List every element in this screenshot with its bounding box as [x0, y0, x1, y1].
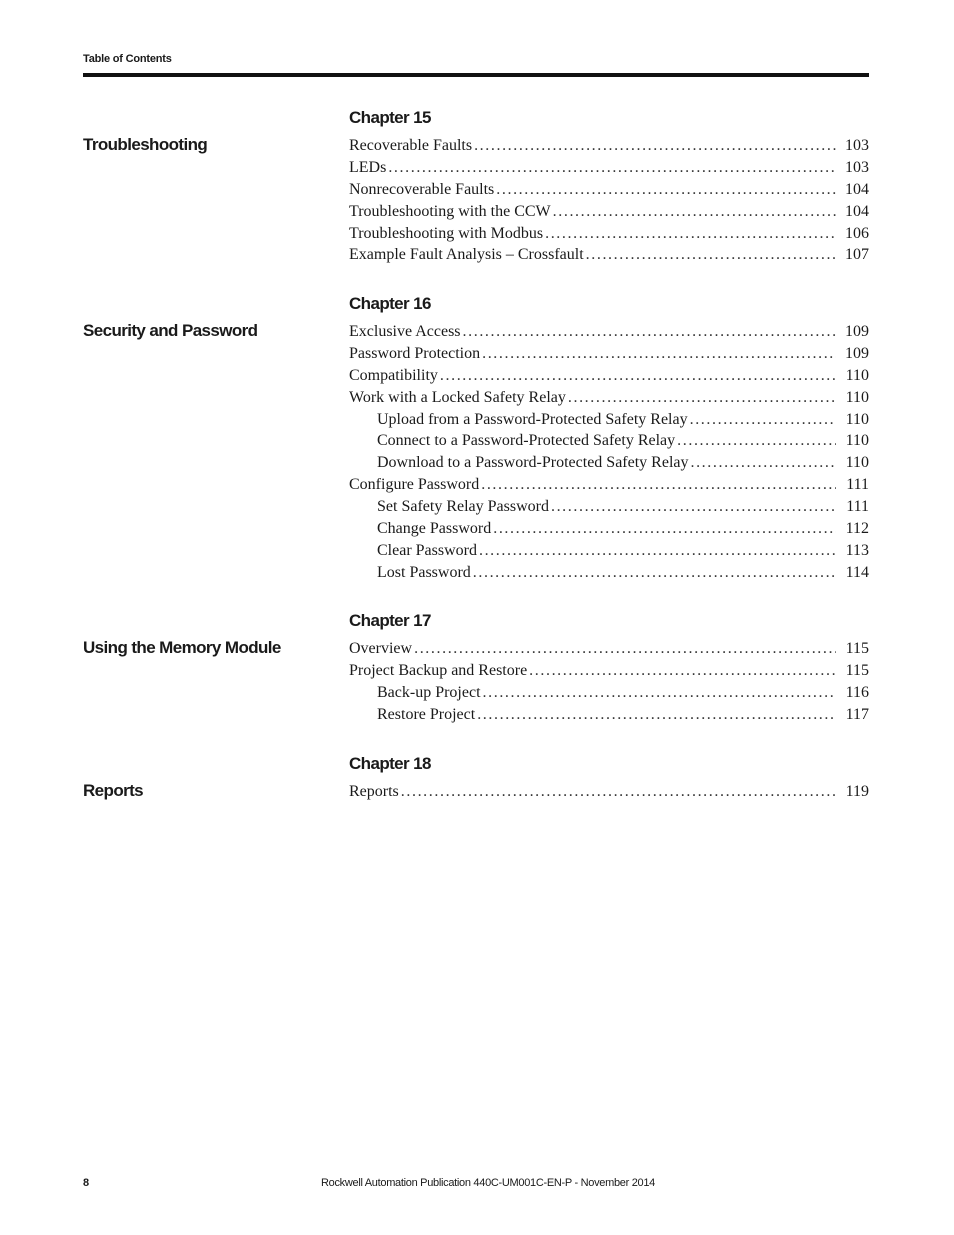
toc-entry-label: Reports	[349, 783, 399, 800]
toc-entry-label: Exclusive Access	[349, 323, 461, 340]
dot-leader	[496, 180, 836, 200]
toc-entry-page: 110	[845, 454, 869, 472]
chapter-title[interactable]: Using the Memory Module	[83, 638, 281, 657]
toc-entry[interactable]	[349, 661, 869, 683]
toc-entry-list	[349, 136, 869, 267]
dot-leader	[482, 344, 836, 364]
dot-leader	[440, 366, 836, 386]
chapter-number: Chapter 17	[349, 611, 431, 630]
toc-subentry[interactable]	[349, 563, 869, 585]
footer-publication: Rockwell Automation Publication 440C-UM001C-EN-P - November 2014	[321, 1177, 655, 1189]
toc-entry[interactable]	[349, 202, 869, 224]
dot-leader	[545, 224, 836, 244]
toc-entry[interactable]	[349, 224, 869, 246]
toc-entry-label: Clear Password	[377, 541, 477, 559]
toc-subentry[interactable]	[349, 431, 869, 453]
dot-leader	[529, 661, 836, 681]
toc-entry-page: 103	[845, 158, 869, 176]
toc-entry[interactable]	[349, 245, 869, 267]
toc-entry[interactable]	[349, 782, 869, 804]
dot-leader	[586, 245, 836, 265]
toc-subentry[interactable]	[349, 705, 869, 727]
dot-leader	[477, 705, 836, 725]
toc-entry-list	[349, 782, 869, 804]
toc-entry-label: Example Fault Analysis – Crossfault	[349, 246, 584, 264]
toc-entry-page: 104	[845, 180, 869, 198]
toc-entry[interactable]	[349, 639, 869, 661]
toc-entry-label: Recoverable Faults	[349, 137, 473, 154]
footer-page-number: 8	[83, 1177, 90, 1189]
toc-entry-label: Troubleshooting with Modbus	[349, 224, 544, 242]
dot-leader	[483, 683, 836, 703]
toc-entry-page: 115	[845, 661, 869, 679]
toc-entry-page: 113	[845, 541, 869, 559]
toc-entry-list	[349, 639, 869, 727]
toc-entry-label: Nonrecoverable Faults	[349, 180, 495, 198]
dot-leader	[551, 497, 836, 517]
dot-leader	[690, 410, 836, 430]
toc-entry-page: 115	[845, 640, 869, 657]
toc-entry-page: 119	[845, 783, 869, 800]
toc-entry-label: Password Protection	[349, 344, 481, 362]
toc-entry-page: 107	[845, 246, 869, 264]
toc-subentry[interactable]	[349, 453, 869, 475]
toc-subentry[interactable]	[349, 410, 869, 432]
toc-entry-label: Connect to a Password-Protected Safety Relay	[377, 432, 676, 450]
chapter-title[interactable]: Reports	[83, 781, 144, 800]
dot-leader	[473, 563, 836, 583]
toc-entry-label: Work with a Locked Safety Relay	[349, 388, 566, 406]
toc-entry-label: Upload from a Password-Protected Safety Relay	[377, 410, 688, 428]
toc-entry-label: Troubleshooting with the CCW	[349, 202, 551, 220]
chapter-number: Chapter 16	[349, 294, 431, 313]
toc-entry-label: Restore Project	[377, 705, 476, 723]
dot-leader	[553, 202, 836, 222]
chapter-number: Chapter 15	[349, 108, 431, 127]
toc-entry-page: 111	[846, 498, 869, 516]
dot-leader	[474, 136, 836, 156]
toc-entry-page: 110	[845, 410, 869, 428]
toc-entry[interactable]	[349, 136, 869, 158]
toc-entry[interactable]	[349, 475, 869, 497]
toc-entry-label: Lost Password	[377, 563, 471, 581]
dot-leader	[479, 541, 836, 561]
dot-leader	[690, 453, 836, 473]
dot-leader	[388, 158, 836, 178]
toc-entry-label: Compatibility	[349, 366, 438, 384]
toc-subentry[interactable]	[349, 541, 869, 563]
toc-entry-label: Project Backup and Restore	[349, 661, 528, 679]
dot-leader	[414, 639, 836, 659]
toc-entry-page: 104	[845, 202, 869, 220]
toc-entry-label: Change Password	[377, 520, 492, 538]
toc-entry-page: 109	[845, 344, 869, 362]
running-header-title: Table of Contents	[83, 53, 172, 65]
toc-entry[interactable]	[349, 388, 869, 410]
dot-leader	[463, 322, 836, 342]
dot-leader	[677, 431, 836, 451]
toc-entry-page: 109	[845, 323, 869, 340]
chapter-title[interactable]: Security and Password	[83, 321, 258, 340]
toc-entry-page: 112	[845, 520, 869, 538]
chapter-number: Chapter 18	[349, 754, 431, 773]
dot-leader	[568, 388, 836, 408]
toc-entry-label: Download to a Password-Protected Safety Relay	[377, 454, 689, 472]
toc-entry-label: Back-up Project	[377, 683, 481, 701]
toc-entry-page: 110	[845, 366, 869, 384]
toc-entry[interactable]	[349, 366, 869, 388]
header-rule	[83, 73, 869, 77]
toc-entry-page: 117	[845, 705, 869, 723]
dot-leader	[493, 519, 836, 539]
toc-entry-label: LEDs	[349, 158, 387, 176]
toc-subentry[interactable]	[349, 497, 869, 519]
toc-entry-page: 110	[845, 388, 869, 406]
chapter-title[interactable]: Troubleshooting	[83, 135, 208, 154]
toc-entry-label: Overview	[349, 640, 413, 657]
toc-entry-page: 110	[845, 432, 869, 450]
toc-subentry[interactable]	[349, 683, 869, 705]
toc-entry[interactable]	[349, 322, 869, 344]
toc-entry-page: 114	[845, 563, 869, 581]
toc-subentry[interactable]	[349, 519, 869, 541]
toc-entry-label: Set Safety Relay Password	[377, 498, 549, 516]
dot-leader	[401, 782, 836, 802]
toc-entry-page: 106	[845, 224, 869, 242]
toc-entry-label: Configure Password	[349, 476, 480, 494]
toc-entry[interactable]	[349, 158, 869, 180]
dot-leader	[481, 475, 836, 495]
toc-entry-page: 116	[845, 683, 869, 701]
toc-entry[interactable]	[349, 180, 869, 202]
toc-entry-list	[349, 322, 869, 585]
toc-entry-page: 111	[846, 476, 869, 494]
toc-entry[interactable]	[349, 344, 869, 366]
toc-entry-page: 103	[845, 137, 869, 154]
